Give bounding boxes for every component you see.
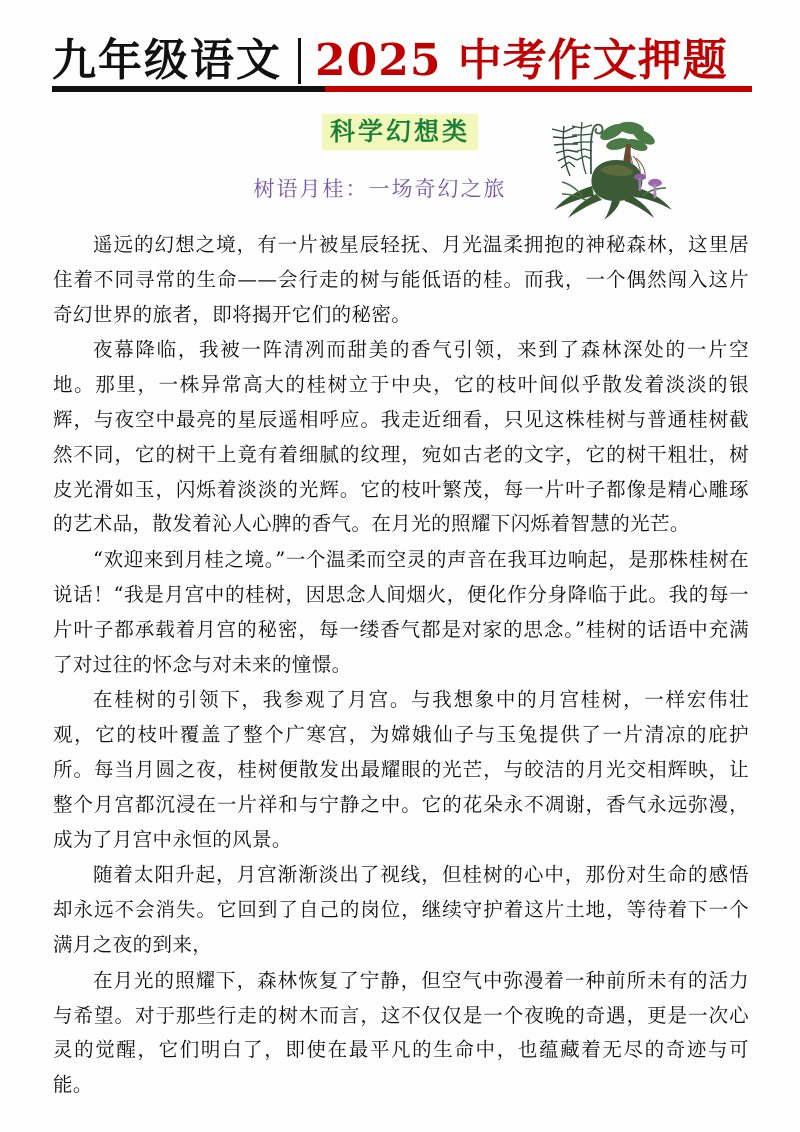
body-paragraph: 在月光的照耀下，森林恢复了宁静，但空气中弥漫着一种前所未有的活力与希望。对于那些行走的树木而言，这不仅仅是一个夜晚的奇遇，更是一次心灵的觉醒，它们明白了，即使在最平凡的生命中，也蕴藏着无尽的奇迹与可能。 <box>53 968 749 1097</box>
masthead-exam-topic: 2025 中考作文押题 <box>315 35 728 86</box>
masthead <box>52 30 752 92</box>
essay-title: 树语月桂：一场奇幻之旅 <box>253 177 507 201</box>
body-paragraph: 夜幕降临，我被一阵清冽而甜美的香气引领，来到了森林深处的一片空地。那里，一株异常高大的桂树立于中央，它的枝叶间似乎散发着淡淡的银辉，与夜空中最亮的星辰遥相呼应。我走近细看，只见这株桂树与普通桂树截然不同，它的树干上竟有着细腻的纹理，宛如古老的文字，它的树干粗壮，树皮光滑如玉，闪烁着淡淡的光辉。它的枝叶繁茂，每一片叶子都像是精心雕琢的艺术品，散发着沁人心脾的香气。在月光的照耀下闪烁着智慧的光芒。 <box>53 338 749 536</box>
masthead-rule <box>52 86 752 92</box>
essay-body <box>53 228 749 1104</box>
masthead-row <box>52 30 752 86</box>
body-paragraph: “欢迎来到月桂之境。”一个温柔而空灵的声音在我耳边响起，是那株桂树在说话！“我是月宫中的桂树，因思念人间烟火，便化作分身降临于此。我的每一片叶子都承载着月宫的秘密，每一缕香气都是对家的思念。”桂树的话语中充满了对过往的怀念与对未来的憧憬。 <box>53 548 749 676</box>
body-paragraph: 在桂树的引领下，我参观了月宫。与我想象中的月宫桂树，一样宏伟壮观，它的枝叶覆盖了整个广寒宫，为嫦娥仙子与玉兔提供了一片清凉的庇护所。每当月圆之夜，桂树便散发出最耀眼的光芒，与皎洁的月光交相辉映，让整个月宫都沉浸在一片祥和与宁静之中。它的花朵永不凋谢，香气永远弥漫，成为了月宫中永恒的风景。 <box>53 688 749 851</box>
essay-title-container <box>0 175 800 203</box>
category-badge: 科学幻想类 <box>322 114 478 150</box>
masthead-separator-bar <box>298 38 301 84</box>
tree-stump-ferns-mushrooms-illustration <box>534 104 678 222</box>
masthead-rule-black-segment <box>52 86 325 92</box>
body-paragraph: 遥远的幻想之境，有一片被星辰轻抚、月光温柔拥抱的神秘森林，这里居住着不同寻常的生命——会行走的树与能低语的桂。而我，一个偶然闯入这片奇幻世界的旅者，即将揭开它们的秘密。 <box>53 233 749 326</box>
category-badge-container <box>0 114 800 150</box>
masthead-rule-red-segment <box>325 86 752 92</box>
body-paragraph: 随着太阳升起，月宫渐渐淡出了视线，但桂树的心中，那份对生命的感悟却永远不会消失。它回到了自己的岗位，继续守护着这片土地，等待着下一个满月之夜的到来， <box>53 863 749 956</box>
masthead-grade-subject: 九年级语文 <box>52 35 282 86</box>
